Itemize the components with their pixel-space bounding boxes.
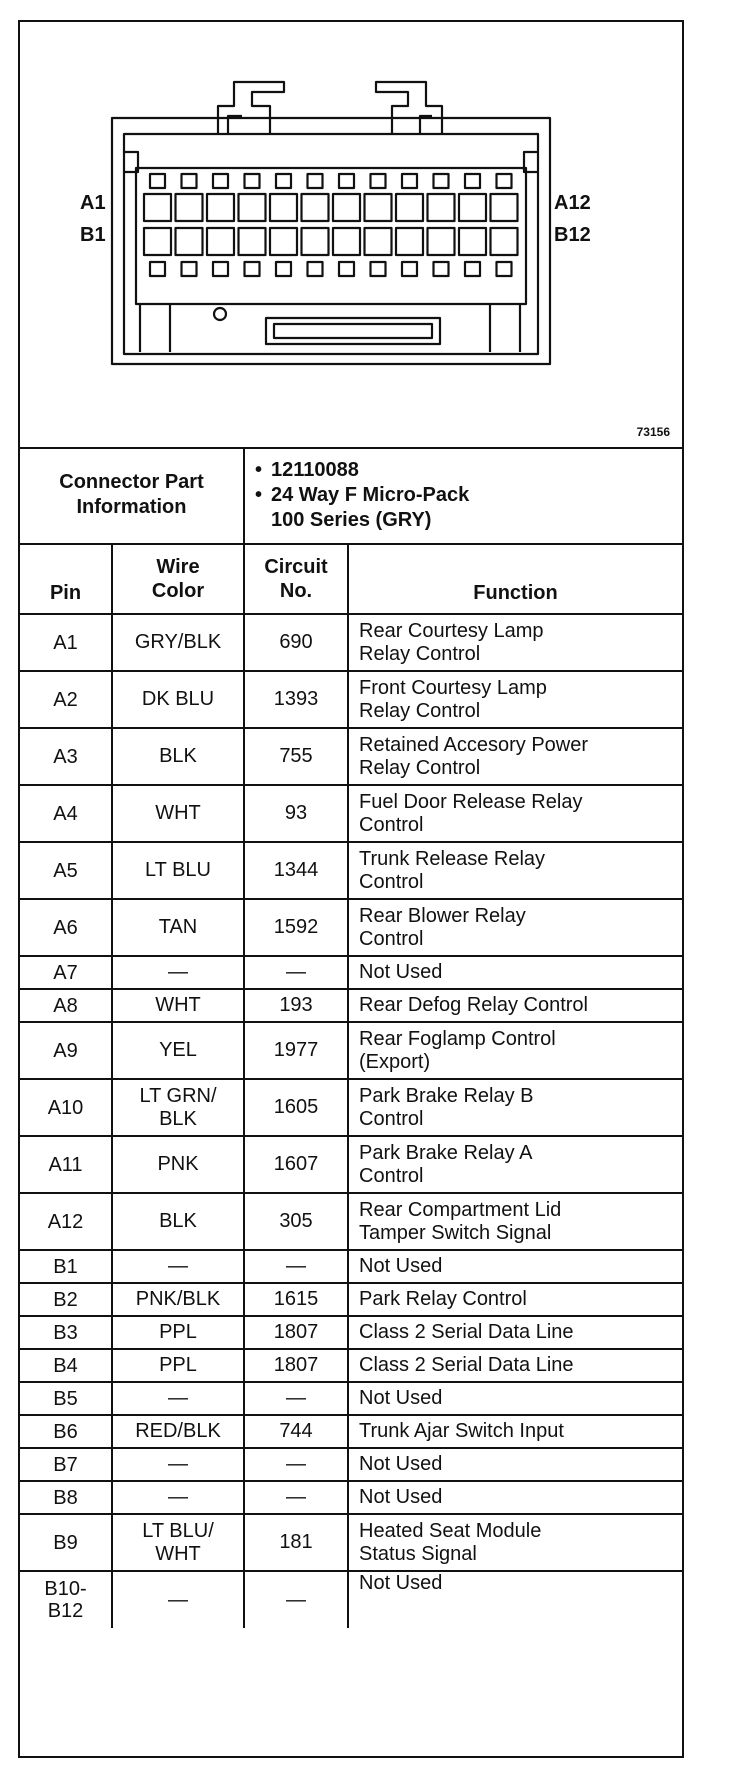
- cell-pin: B9: [20, 1514, 112, 1571]
- table-row: [20, 1514, 682, 1571]
- latch-tab-bottom-3: [213, 262, 228, 276]
- table-row: [20, 1481, 682, 1514]
- cell-function: Trunk Release Relay Control: [348, 842, 682, 899]
- cavity-b-9: [396, 228, 423, 255]
- table-row: [20, 1415, 682, 1448]
- cell-function: Retained Accesory Power Relay Control: [348, 728, 682, 785]
- cell-wire-color: YEL: [112, 1022, 244, 1079]
- latch-tab-top-2: [182, 174, 197, 188]
- cell-wire-color: BLK: [112, 1193, 244, 1250]
- cell-function: Park Brake Relay A Control: [348, 1136, 682, 1193]
- cavity-a-7: [333, 194, 360, 221]
- table-row: [20, 728, 682, 785]
- pin-label-a1: A1: [80, 192, 106, 214]
- cell-pin: A11: [20, 1136, 112, 1193]
- cavity-b-4: [239, 228, 266, 255]
- cell-pin: A9: [20, 1022, 112, 1079]
- connector-diagram: [20, 22, 682, 449]
- latch-tab-bottom-2: [182, 262, 197, 276]
- cavity-b-2: [176, 228, 203, 255]
- cell-function: Not Used: [348, 1382, 682, 1415]
- cell-function: Class 2 Serial Data Line: [348, 1316, 682, 1349]
- cell-wire-color: —: [112, 1481, 244, 1514]
- cell-pin: B5: [20, 1382, 112, 1415]
- latch-tab-top-11: [465, 174, 480, 188]
- cell-wire-color: —: [112, 1382, 244, 1415]
- latch-tab-top-10: [434, 174, 449, 188]
- figure-number: 73156: [636, 425, 670, 439]
- latch-tab-bottom-4: [245, 262, 260, 276]
- table-row: [20, 1316, 682, 1349]
- cell-wire-color: GRY/BLK: [112, 614, 244, 671]
- cell-wire-color: BLK: [112, 728, 244, 785]
- cell-function: Not Used: [348, 1448, 682, 1481]
- cell-function: Park Relay Control: [348, 1283, 682, 1316]
- latch-tab-top-3: [213, 174, 228, 188]
- latch-tab-top-6: [308, 174, 323, 188]
- cell-pin: A2: [20, 671, 112, 728]
- cell-pin: A12: [20, 1193, 112, 1250]
- cell-circuit-no: 305: [244, 1193, 348, 1250]
- cell-function: Fuel Door Release Relay Control: [348, 785, 682, 842]
- cell-wire-color: —: [112, 956, 244, 989]
- cavity-b-3: [207, 228, 234, 255]
- table-row: [20, 1022, 682, 1079]
- cell-wire-color: PPL: [112, 1349, 244, 1382]
- cavity-b-12: [491, 228, 518, 255]
- table-row: [20, 1382, 682, 1415]
- table-row: [20, 1250, 682, 1283]
- cell-function: Not Used: [348, 956, 682, 989]
- cell-pin: A1: [20, 614, 112, 671]
- cell-wire-color: LT BLU/ WHT: [112, 1514, 244, 1571]
- cavity-a-4: [239, 194, 266, 221]
- cell-pin: B6: [20, 1415, 112, 1448]
- cell-circuit-no: —: [244, 1448, 348, 1481]
- cell-circuit-no: —: [244, 1250, 348, 1283]
- pin-label-b12: B12: [554, 224, 591, 246]
- cavity-b-1: [144, 228, 171, 255]
- cavity-a-3: [207, 194, 234, 221]
- cell-function: Not Used: [348, 1250, 682, 1283]
- cavity-a-1: [144, 194, 171, 221]
- pin-label-a12: A12: [554, 192, 591, 214]
- table-row: [20, 989, 682, 1022]
- cell-function: Rear Courtesy Lamp Relay Control: [348, 614, 682, 671]
- latch-tab-bottom-10: [434, 262, 449, 276]
- cell-pin: A5: [20, 842, 112, 899]
- cell-circuit-no: 1393: [244, 671, 348, 728]
- cell-circuit-no: —: [244, 1481, 348, 1514]
- cavity-a-10: [428, 194, 455, 221]
- cell-circuit-no: 193: [244, 989, 348, 1022]
- cell-circuit-no: —: [244, 956, 348, 989]
- table-row: [20, 956, 682, 989]
- cell-circuit-no: 690: [244, 614, 348, 671]
- latch-tab-top-8: [371, 174, 386, 188]
- cell-wire-color: TAN: [112, 899, 244, 956]
- cavity-b-8: [365, 228, 392, 255]
- cell-pin: A3: [20, 728, 112, 785]
- cell-function: Class 2 Serial Data Line: [348, 1349, 682, 1382]
- cell-pin: A4: [20, 785, 112, 842]
- cavity-a-12: [491, 194, 518, 221]
- table-row: [20, 899, 682, 956]
- cavity-b-5: [270, 228, 297, 255]
- latch-tab-bottom-9: [402, 262, 417, 276]
- cell-pin: B2: [20, 1283, 112, 1316]
- cell-pin: A6: [20, 899, 112, 956]
- cell-pin: B1: [20, 1250, 112, 1283]
- header-circuit-no: Circuit No.: [244, 544, 348, 614]
- cell-circuit-no: 1807: [244, 1349, 348, 1382]
- cell-circuit-no: 93: [244, 785, 348, 842]
- cell-pin: B4: [20, 1349, 112, 1382]
- table-row: [20, 1571, 682, 1628]
- cavity-a-8: [365, 194, 392, 221]
- cell-function: Heated Seat Module Status Signal: [348, 1514, 682, 1571]
- cell-function: Not Used: [348, 1481, 682, 1514]
- cell-circuit-no: 744: [244, 1415, 348, 1448]
- table-row: [20, 1349, 682, 1382]
- cell-wire-color: —: [112, 1571, 244, 1628]
- cell-wire-color: LT BLU: [112, 842, 244, 899]
- connector-sheet: [18, 20, 684, 1758]
- latch-tab-top-12: [497, 174, 512, 188]
- table-row: [20, 1136, 682, 1193]
- connector-description-line1: • 24 Way F Micro-Pack: [271, 483, 682, 508]
- cell-circuit-no: 1592: [244, 899, 348, 956]
- latch-tab-bottom-8: [371, 262, 386, 276]
- cavity-a-11: [459, 194, 486, 221]
- cell-circuit-no: 181: [244, 1514, 348, 1571]
- cell-pin: B3: [20, 1316, 112, 1349]
- cell-wire-color: DK BLU: [112, 671, 244, 728]
- cavity-b-7: [333, 228, 360, 255]
- cell-pin: A8: [20, 989, 112, 1022]
- cell-wire-color: PNK: [112, 1136, 244, 1193]
- table-row: [20, 671, 682, 728]
- header-function: Function: [348, 544, 682, 614]
- table-row: [20, 785, 682, 842]
- header-pin: Pin: [20, 544, 112, 614]
- cell-function: Rear Compartment Lid Tamper Switch Signal: [348, 1193, 682, 1250]
- latch-tab-bottom-7: [339, 262, 354, 276]
- cell-circuit-no: —: [244, 1571, 348, 1628]
- table-row: [20, 1079, 682, 1136]
- cell-circuit-no: 1605: [244, 1079, 348, 1136]
- cell-function: Rear Blower Relay Control: [348, 899, 682, 956]
- cell-wire-color: PPL: [112, 1316, 244, 1349]
- table-header-row: [20, 544, 682, 614]
- cell-wire-color: LT GRN/ BLK: [112, 1079, 244, 1136]
- latch-tab-bottom-5: [276, 262, 291, 276]
- cavity-a-9: [396, 194, 423, 221]
- cell-circuit-no: 1344: [244, 842, 348, 899]
- cavity-a-5: [270, 194, 297, 221]
- cell-function: Trunk Ajar Switch Input: [348, 1415, 682, 1448]
- cavity-b-10: [428, 228, 455, 255]
- latch-tab-top-4: [245, 174, 260, 188]
- cell-wire-color: —: [112, 1448, 244, 1481]
- cell-pin: B10- B12: [20, 1571, 112, 1628]
- cell-function: Rear Foglamp Control (Export): [348, 1022, 682, 1079]
- cell-wire-color: WHT: [112, 989, 244, 1022]
- table-row: [20, 1283, 682, 1316]
- cell-function: Not Used: [348, 1571, 682, 1628]
- pinout-table: [20, 447, 682, 1628]
- cell-wire-color: —: [112, 1250, 244, 1283]
- part-number: • 12110088: [271, 458, 682, 483]
- cell-circuit-no: 1807: [244, 1316, 348, 1349]
- cell-function: Park Brake Relay B Control: [348, 1079, 682, 1136]
- cavity-a-6: [302, 194, 329, 221]
- latch-tab-bottom-1: [150, 262, 165, 276]
- cell-pin: A10: [20, 1079, 112, 1136]
- connector-info-details: [244, 447, 682, 544]
- cell-function: Front Courtesy Lamp Relay Control: [348, 671, 682, 728]
- cell-circuit-no: 1607: [244, 1136, 348, 1193]
- cell-function: Rear Defog Relay Control: [348, 989, 682, 1022]
- cavity-a-2: [176, 194, 203, 221]
- cell-wire-color: WHT: [112, 785, 244, 842]
- table-row: [20, 614, 682, 671]
- cell-pin: B8: [20, 1481, 112, 1514]
- latch-tab-top-7: [339, 174, 354, 188]
- connector-info-label: Connector Part Information: [20, 447, 244, 544]
- latch-tab-bottom-6: [308, 262, 323, 276]
- table-row: [20, 1448, 682, 1481]
- cell-wire-color: PNK/BLK: [112, 1283, 244, 1316]
- cavity-b-6: [302, 228, 329, 255]
- table-row: [20, 1193, 682, 1250]
- latch-tab-top-5: [276, 174, 291, 188]
- connector-description-line2: 100 Series (GRY): [271, 508, 432, 531]
- pin-label-b1: B1: [80, 224, 106, 246]
- header-wire-color: Wire Color: [112, 544, 244, 614]
- connector-info-row: [20, 447, 682, 544]
- cell-wire-color: RED/BLK: [112, 1415, 244, 1448]
- cell-circuit-no: 1977: [244, 1022, 348, 1079]
- table-row: [20, 842, 682, 899]
- cavity-b-11: [459, 228, 486, 255]
- latch-tab-bottom-11: [465, 262, 480, 276]
- latch-tab-top-1: [150, 174, 165, 188]
- cell-pin: B7: [20, 1448, 112, 1481]
- cell-circuit-no: —: [244, 1382, 348, 1415]
- latch-tab-top-9: [402, 174, 417, 188]
- cell-circuit-no: 1615: [244, 1283, 348, 1316]
- cell-pin: A7: [20, 956, 112, 989]
- latch-tab-bottom-12: [497, 262, 512, 276]
- cell-circuit-no: 755: [244, 728, 348, 785]
